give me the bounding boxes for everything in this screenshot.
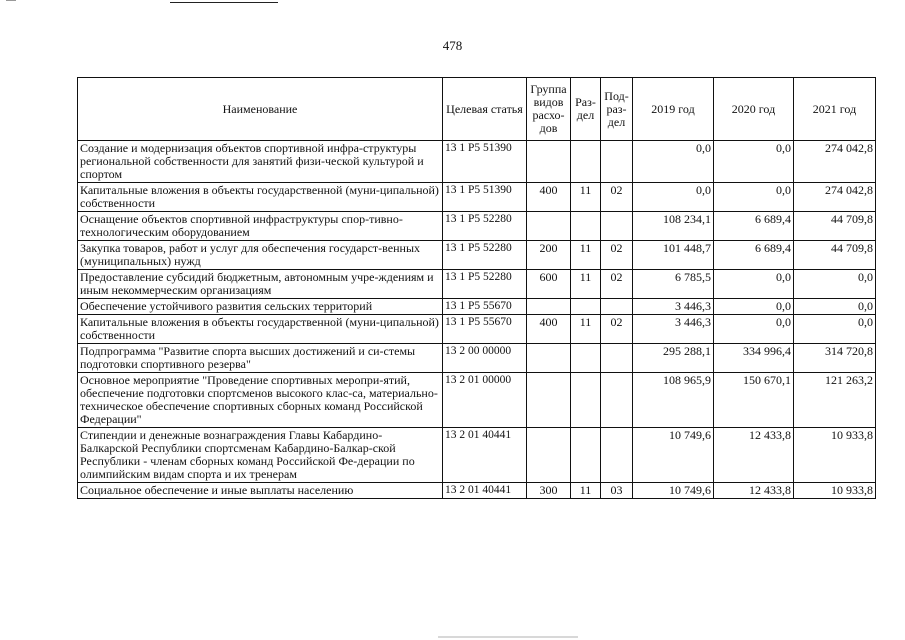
cell-2021: 0,0 (794, 315, 876, 344)
cell-2020: 334 996,4 (714, 344, 794, 373)
cell-name: Основное мероприятие "Проведение спортивных меропри-ятий, обеспечение подготовки спортсменов высокого клас-са, материально-техническое обеспечение спортивных сборных команд Российской Федерации" (78, 373, 443, 428)
cell-2021: 314 720,8 (794, 344, 876, 373)
cell-2020: 12 433,8 (714, 483, 794, 499)
cell-group: 300 (527, 483, 571, 499)
cell-name: Предоставление субсидий бюджетным, автономным учре-ждениям и иным некоммерческим организациям (78, 270, 443, 299)
cell-group (527, 344, 571, 373)
cell-name: Оснащение объектов спортивной инфраструктуры спор-тивно-технологическим оборудованием (78, 212, 443, 241)
cell-section (571, 373, 601, 428)
cell-subsection: 02 (601, 270, 633, 299)
cell-2021: 44 709,8 (794, 241, 876, 270)
cell-subsection: 02 (601, 183, 633, 212)
cell-group (527, 299, 571, 315)
cell-2020: 0,0 (714, 299, 794, 315)
cell-group: 200 (527, 241, 571, 270)
scan-artifact (438, 636, 578, 638)
cell-2021: 10 933,8 (794, 483, 876, 499)
cell-section: 11 (571, 183, 601, 212)
cell-target: 13 1 P5 52280 (443, 241, 527, 270)
table-row (78, 483, 876, 499)
cell-target: 13 1 P5 55670 (443, 299, 527, 315)
cell-subsection (601, 141, 633, 183)
cell-2020: 12 433,8 (714, 428, 794, 483)
cell-2021: 274 042,8 (794, 183, 876, 212)
cell-group (527, 212, 571, 241)
top-rule (170, 2, 278, 3)
page-number: 478 (442, 38, 463, 53)
cell-name: Создание и модернизация объектов спортивной инфра-структуры региональной собственности для занятий физи-ческой культурой и спортом (78, 141, 443, 183)
cell-subsection: 02 (601, 315, 633, 344)
cell-2021: 0,0 (794, 299, 876, 315)
cell-2019: 0,0 (633, 183, 714, 212)
col-header-subsection: Под-раз-дел (601, 78, 633, 141)
cell-name: Стипендии и денежные вознаграждения Главы Кабардино-Балкарской Республики спортсменам Кабардино-Балкар-ской Республики - членам сборных команд Российской Фе-дерации по олимпийским видам спорта и их тренерам (78, 428, 443, 483)
table-row (78, 141, 876, 183)
cell-group: 400 (527, 183, 571, 212)
cell-2019: 108 965,9 (633, 373, 714, 428)
cell-group: 600 (527, 270, 571, 299)
table-row (78, 299, 876, 315)
cell-name: Подпрограмма "Развитие спорта высших достижений и си-стемы подготовки спортивного резерва" (78, 344, 443, 373)
cell-2021: 0,0 (794, 270, 876, 299)
col-header-section: Раз-дел (571, 78, 601, 141)
cell-2020: 6 689,4 (714, 241, 794, 270)
cell-section: 11 (571, 241, 601, 270)
cell-target: 13 1 P5 52280 (443, 212, 527, 241)
cell-section (571, 212, 601, 241)
cell-name: Закупка товаров, работ и услуг для обеспечения государст-венных (муниципальных) нужд (78, 241, 443, 270)
cell-target: 13 2 01 40441 (443, 428, 527, 483)
cell-section (571, 299, 601, 315)
cell-2019: 10 749,6 (633, 483, 714, 499)
col-header-target: Целевая статья (443, 78, 527, 141)
cell-name: Социальное обеспечение и иные выплаты населению (78, 483, 443, 499)
table-row (78, 270, 876, 299)
cell-2021: 121 263,2 (794, 373, 876, 428)
cell-2021: 274 042,8 (794, 141, 876, 183)
table-row (78, 344, 876, 373)
col-header-2020: 2020 год (714, 78, 794, 141)
cell-target: 13 1 P5 55670 (443, 315, 527, 344)
cell-name: Капитальные вложения в объекты государственной (муни-ципальной) собственности (78, 183, 443, 212)
cell-name: Капитальные вложения в объекты государственной (муни-ципальной) собственности (78, 315, 443, 344)
cell-group (527, 373, 571, 428)
table-row (78, 315, 876, 344)
cell-group (527, 428, 571, 483)
cell-target: 13 2 01 00000 (443, 373, 527, 428)
col-header-group: Группа видов расхо-дов (527, 78, 571, 141)
table-row (78, 241, 876, 270)
table-row (78, 212, 876, 241)
table-row (78, 428, 876, 483)
cell-2020: 0,0 (714, 141, 794, 183)
cell-2019: 0,0 (633, 141, 714, 183)
cell-target: 13 1 P5 51390 (443, 141, 527, 183)
cell-2020: 150 670,1 (714, 373, 794, 428)
cell-2021: 44 709,8 (794, 212, 876, 241)
cell-target: 13 1 P5 51390 (443, 183, 527, 212)
cell-target: 13 1 P5 52280 (443, 270, 527, 299)
header-row (78, 78, 876, 141)
cell-subsection: 02 (601, 241, 633, 270)
cell-2019: 101 448,7 (633, 241, 714, 270)
cell-2019: 3 446,3 (633, 315, 714, 344)
scan-mark (6, 0, 16, 1)
cell-target: 13 2 00 00000 (443, 344, 527, 373)
cell-subsection: 03 (601, 483, 633, 499)
col-header-2019: 2019 год (633, 78, 714, 141)
cell-subsection (601, 344, 633, 373)
table-row (78, 373, 876, 428)
cell-2020: 0,0 (714, 183, 794, 212)
col-header-name: Наименование (78, 78, 443, 141)
cell-2019: 108 234,1 (633, 212, 714, 241)
cell-group: 400 (527, 315, 571, 344)
cell-2020: 0,0 (714, 270, 794, 299)
cell-2019: 10 749,6 (633, 428, 714, 483)
cell-section: 11 (571, 315, 601, 344)
col-header-2021: 2021 год (794, 78, 876, 141)
cell-2020: 6 689,4 (714, 212, 794, 241)
cell-2019: 6 785,5 (633, 270, 714, 299)
cell-section (571, 141, 601, 183)
cell-section (571, 428, 601, 483)
cell-subsection (601, 373, 633, 428)
cell-section: 11 (571, 483, 601, 499)
cell-subsection (601, 212, 633, 241)
cell-subsection (601, 299, 633, 315)
table-row (78, 183, 876, 212)
table-body (78, 141, 876, 499)
cell-section (571, 344, 601, 373)
cell-2020: 0,0 (714, 315, 794, 344)
cell-2021: 10 933,8 (794, 428, 876, 483)
cell-2019: 3 446,3 (633, 299, 714, 315)
cell-2019: 295 288,1 (633, 344, 714, 373)
cell-subsection (601, 428, 633, 483)
budget-table (77, 77, 876, 499)
cell-section: 11 (571, 270, 601, 299)
cell-name: Обеспечение устойчивого развития сельских территорий (78, 299, 443, 315)
cell-group (527, 141, 571, 183)
cell-target: 13 2 01 40441 (443, 483, 527, 499)
